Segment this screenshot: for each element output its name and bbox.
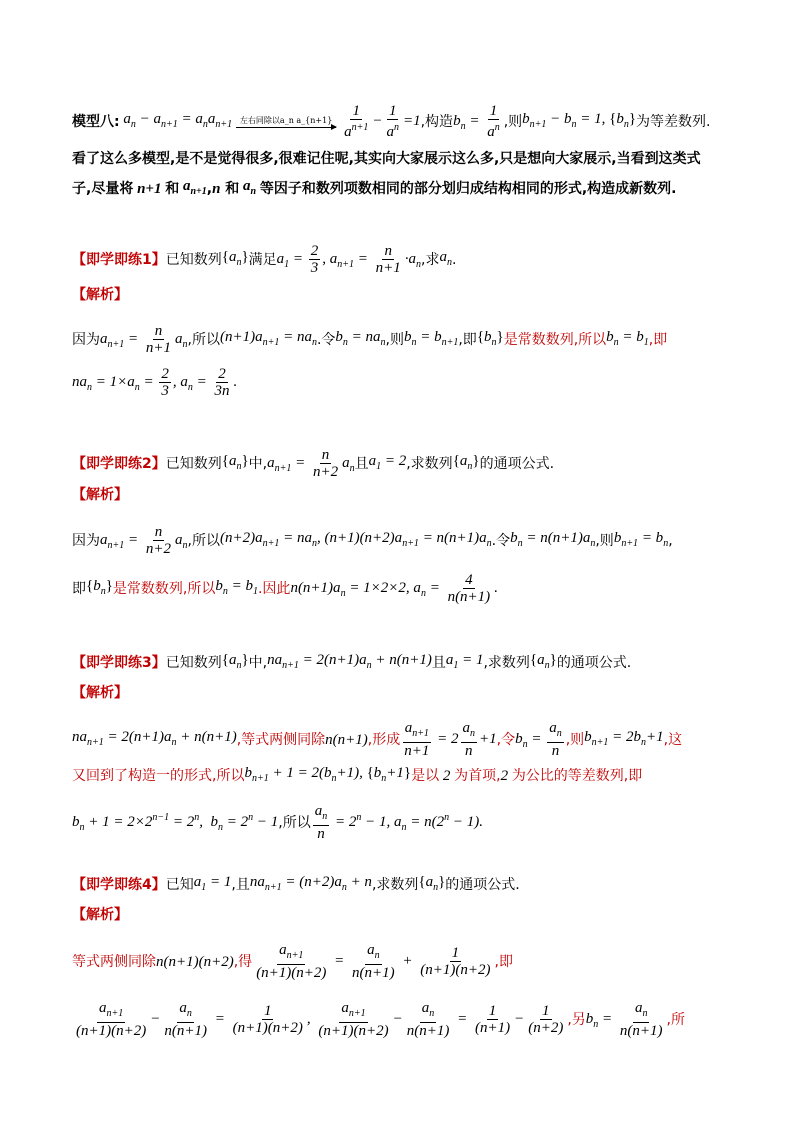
exercise-4-analysis-label: 【解析】 [72,907,128,923]
exercise-2-analysis-label: 【解析】 [72,487,128,503]
exercise-4-solution-2: $\frac{a_{n+1}}{(n+1)(n+2)}$ − $\frac{a_n}{n(n+1)}$ = $\frac{1}{(n+1)(n+2)}$ , $\frac{a_{n+1}}{(n+1)(n+2)}$ − $\frac{a_n}{n(n+1)}$ = $\frac{1}{(n+1)}$ − $\frac{1}{(n+2)}$ ,另 $b_n$ = $\frac{a_n}{n(n+1)}$ ,所 [76,1000,685,1039]
model8-label: 模型八: [72,113,120,130]
exercise-3-solution-3: $b_n + 1 = 2\times 2^{n-1} = 2^n$, $b_n = 2^n - 1$ ,所以 $\frac{a_n}{n}$ = $2^n - 1$, $a_n = n(2^n - 1)$. [72,803,483,842]
model8-arrow [236,116,336,128]
exercise-2-solution-2: 即 $\{b_n\}$ 是常数数列,所以 $b_n = b_1$ .因此 $n(n+1)a_n = 1\times 2\times 2$, $a_n$ = $\frac{4}{n(n+1)}$ . [72,572,498,605]
exercise-1-solution-1: 因为 $a_{n+1}$ = $\frac{n}{n+1}$ $a_n$ ,所以 $(n+1)a_{n+1} = na_n$ .令 $b_n = na_n$ ,则 $b_n = b_{n+1}$ ,即 $\{b_n\}$ 是常数数列,所以 $b_n = b_1$ ,即 [72,323,668,356]
model8-line: 模型八: $a_n - a_{n+1} = a_na_{n+1}$ 左右同除以a_n a_{n+1} $\frac{1}{a^{n+1}}$ − $\frac{1}{a^n}$ =1 ,构造 $b_n$ = $\frac{1}{a^n}$ ,则 $b_{n+1} - b_n = 1$, $\{b_n\}$ 为等差数列. [72,103,711,140]
exercise-1-analysis-label: 【解析】 [72,287,128,303]
exercise-2-problem: 【即学即练2】 已知数列 $\{a_n\}$ 中, $a_{n+1}$ = $\frac{n}{n+2}$ $a_n$ 且 $a_1 = 2$ ,求数列 $\{a_n\}$ 的通项公式. [72,447,555,480]
exercise-1-label: 【即学即练1】 [72,251,166,268]
exercise-1-solution-2: $na_n = 1\times a_n$ = $\frac{2}{3}$ , $a_n$ = $\frac{2}{3n}$ . [72,366,238,399]
exercise-3-solution-2: 又回到了构造一的形式,所以 $b_{n+1} + 1 = 2(b_n+1)$, $\{b_n+1\}$ 是以 2 为首项, 2 为公比的等差数列,即 [72,765,643,784]
exercise-2-solution-1: 因为 $a_{n+1}$ = $\frac{n}{n+2}$ $a_n$ ,所以 $(n+2)a_{n+1} = na_n$, $(n+1)(n+2)a_{n+1} = n(n+1)a_n$ .令 $b_n = n(n+1)a_n$ ,则 $b_{n+1} = b_n$ , [72,524,673,557]
exercise-4-solution-1: 等式两侧同除 n(n+1)(n+2) ,得 $\frac{a_{n+1}}{(n+1)(n+2)}$ = $\frac{a_n}{n(n+1)}$ + $\frac{1}{(n+1)(n+2)}$ ,即 [72,942,513,981]
exercise-3-analysis-label: 【解析】 [72,685,128,701]
exercise-2-label: 【即学即练2】 [72,455,166,472]
intro-line-2: 子,尽量将 n+1 和 $a_{n+1}$ , n 和 $a_n$ 等因子和数列项数相同的部分划归成结构相同的形式,构造成新数列. [72,178,677,197]
intro-line-1: 看了这么多模型,是不是觉得很多,很难记住呢,其实向大家展示这么多,只是想向大家展示,当看到这类式 [72,151,701,167]
exercise-4-problem: 【即学即练4】 已知 $a_1 = 1$ ,且 $na_{n+1} = (n+2)a_n + n$ ,求数列 $\{a_n\}$ 的通项公式. [72,874,520,893]
exercise-3-solution-1: $na_{n+1} = 2(n+1)a_n + n(n+1)$ ,等式两侧同除 n(n+1) ,形成 $\frac{a_{n+1}}{n+1}$ = 2 $\frac{a_n}{n}$ +1 ,令 $b_n$ = $\frac{a_n}{n}$ ,则 $b_{n+1} = 2b_n+1$ ,这 [72,720,683,759]
exercise-4-label: 【即学即练4】 [72,877,166,893]
model8-arrow-label: 左右同除以a_n a_{n+1} [239,115,333,125]
exercise-3-label: 【即学即练3】 [72,655,166,671]
exercise-3-problem: 【即学即练3】 已知数列 $\{a_n\}$ 中, $na_{n+1} = 2(n+1)a_n + n(n+1)$ 且 $a_1 = 1$ ,求数列 $\{a_n\}$ 的通项公式. [72,652,632,671]
exercise-1-problem: 【即学即练1】 已知数列 $\{a_n\}$ 满足 $a_1$ = $\frac{2}{3}$ , $a_{n+1}$ = $\frac{n}{n+1}$ $\cdot a_n$ ,求 $a_n$ . [72,243,457,276]
